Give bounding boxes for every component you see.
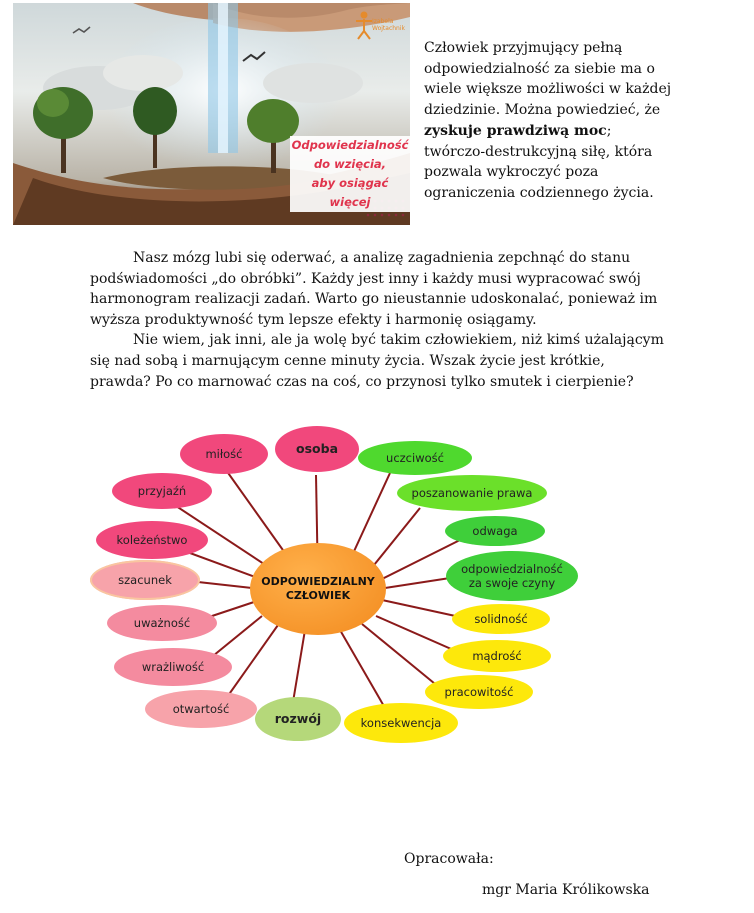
node-otwartosc: otwartość (145, 690, 257, 728)
node-rozwoj: rozwój (255, 697, 341, 741)
prepared-by-label: Opracowała: (404, 851, 494, 867)
node-przyjazn: przyjaźń (112, 473, 212, 509)
node-pracowitosc: pracowitość (425, 675, 533, 709)
node-milosc: miłość (180, 434, 268, 474)
node-uwaznosc: uważność (107, 605, 217, 641)
center-node: ODPOWIEDZIALNY CZŁOWIEK (250, 543, 386, 635)
node-kolezenstwo: koleżeństwo (96, 521, 208, 559)
node-odwaga: odwaga (445, 516, 545, 546)
logo-text: Izabela Wojtachnik (372, 18, 405, 32)
hero-image (13, 3, 410, 225)
node-poszanowanie-prawa: poszanowanie prawa (397, 475, 547, 511)
intro-paragraph (424, 38, 674, 204)
paragraph-2: Nie wiem, jak inni, ale ja wolę być takim człowiekiem, niż kimś użalającym się nad sobą i marnującym cenne minuty życia. Wszak życie jest krótkie, prawda? Po co marnować czas na coś, co przynosi tylko smutek i cierpienie? (90, 332, 664, 390)
node-wrazliwosc: wrażliwość (114, 648, 232, 686)
author-name: mgr Maria Królikowska (482, 882, 650, 898)
intro-text-end: ; twórczo-destrukcyjną siłę, która pozwala wykroczyć poza ograniczenia codziennego życia. (424, 122, 654, 201)
paragraph-1: Nasz mózg lubi się oderwać, a analizę zagadnienia zepchnąć do stanu podświadomości „do obróbki”. Każdy jest inny i każdy musi wypracować swój harmonogram realizacji zadań. Warto go nieustannie udoskonalać, ponieważ im wyższa produktywność tym lepsze efekty i harmonię osiągamy. (90, 250, 658, 328)
node-osoba: osoba (275, 426, 359, 472)
hero-caption: Odpowiedzialność do wzięcia, aby osiągać więcej (290, 136, 410, 212)
body-text (90, 248, 670, 392)
node-madrosc: mądrość (443, 640, 551, 672)
intro-bold-text: zyskuje prawdziwą moc (424, 122, 607, 139)
mind-map (0, 420, 754, 760)
node-odpowiedzialnosc: odpowiedzialność za swoje czyny (446, 551, 578, 601)
node-uczciwosc: uczciwość (358, 441, 472, 475)
node-solidnosc: solidność (452, 604, 550, 634)
intro-text-start: Człowiek przyjmujący pełną odpowiedzialność za siebie ma o wiele większe możliwości w każdej dziedzinie. Można powiedzieć, że (424, 40, 672, 119)
node-konsekwencja: konsekwencja (344, 703, 458, 743)
node-szacunek: szacunek (90, 560, 200, 600)
